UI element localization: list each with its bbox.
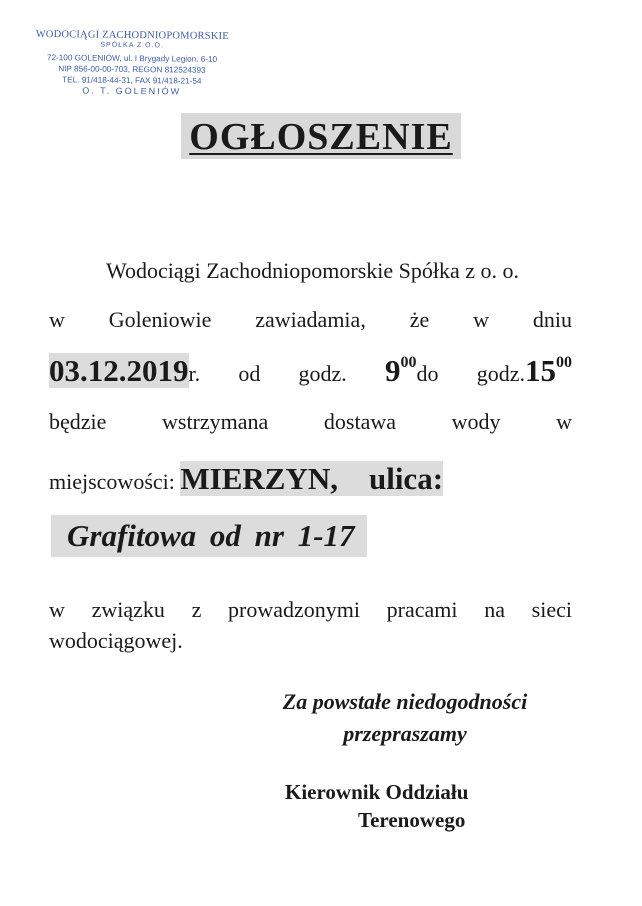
word: wstrzymana	[162, 409, 269, 434]
body-line-2	[49, 306, 572, 334]
stamp-company: WODOCIĄGI ZACHODNIOPOMORSKIE	[35, 28, 229, 43]
body-line-3	[49, 353, 572, 388]
end-time	[476, 353, 572, 388]
hour-label: godz.	[298, 361, 347, 386]
word: że	[409, 307, 430, 332]
end-hour: 15	[524, 353, 556, 388]
word: z	[191, 597, 202, 622]
locality-text: MIERZYN,	[180, 461, 338, 496]
to-label: do	[416, 361, 439, 386]
date-group	[49, 353, 201, 388]
word: w	[49, 307, 65, 332]
word: będzie	[49, 409, 107, 434]
locality-name	[180, 461, 443, 496]
stamp-phones: TEL. 91/418-44-31, FAX 91/418-21-54	[62, 75, 202, 86]
page-title: OGŁOSZENIE	[181, 113, 460, 159]
body-line-7: wodociągowej.	[49, 628, 183, 653]
from-label: od	[238, 361, 261, 386]
word: dniu	[532, 307, 572, 332]
street-name: Grafitowa od nr 1-17	[51, 515, 367, 557]
date-suffix: r.	[188, 361, 201, 386]
apology-line-2: przepraszamy	[343, 721, 467, 746]
stamp-form: SPÓŁKA Z O.O.	[100, 41, 164, 50]
body-line-5	[49, 461, 572, 496]
body-line-4	[49, 408, 572, 436]
word: dostawa	[323, 409, 396, 434]
body-line-6	[49, 596, 572, 624]
start-minutes: 00	[400, 354, 417, 371]
word: prowadzonymi	[228, 597, 360, 622]
street-label: ulica:	[368, 461, 444, 496]
word: w	[49, 597, 65, 622]
word: pracami	[386, 597, 458, 622]
signature-line-2: Terenowego	[358, 808, 466, 832]
word: w	[556, 409, 572, 434]
stamp-address: 72-100 GOLENIÓW, ul. I Brygady Legion. 6-10	[46, 53, 218, 64]
word: wody	[451, 409, 501, 434]
title-container	[0, 113, 642, 159]
body-line-1: Wodociągi Zachodniopomorskie Spółka z o. o.	[105, 258, 520, 283]
end-minutes: 00	[555, 354, 572, 371]
word: zawiadamia,	[255, 307, 366, 332]
company-stamp	[32, 29, 233, 97]
stamp-ids: NIP 856-00-00-703, REGON 812524393	[58, 64, 206, 75]
locality-label: miejscowości:	[49, 469, 175, 494]
word: związku	[91, 597, 165, 622]
word: Goleniowie	[108, 307, 212, 332]
stamp-branch: O. T. GOLENIÓW	[82, 85, 182, 97]
apology-line-1: Za powstałe niedogodności	[282, 689, 528, 714]
start-time	[385, 353, 439, 388]
word: w	[473, 307, 489, 332]
signature-line-1: Kierownik Oddziału	[285, 780, 469, 804]
word: sieci	[531, 597, 572, 622]
outage-date: 03.12.2019	[49, 353, 189, 388]
start-hour: 9	[385, 353, 401, 388]
word: na	[484, 597, 505, 622]
to-hour-label: godz.	[476, 361, 525, 386]
